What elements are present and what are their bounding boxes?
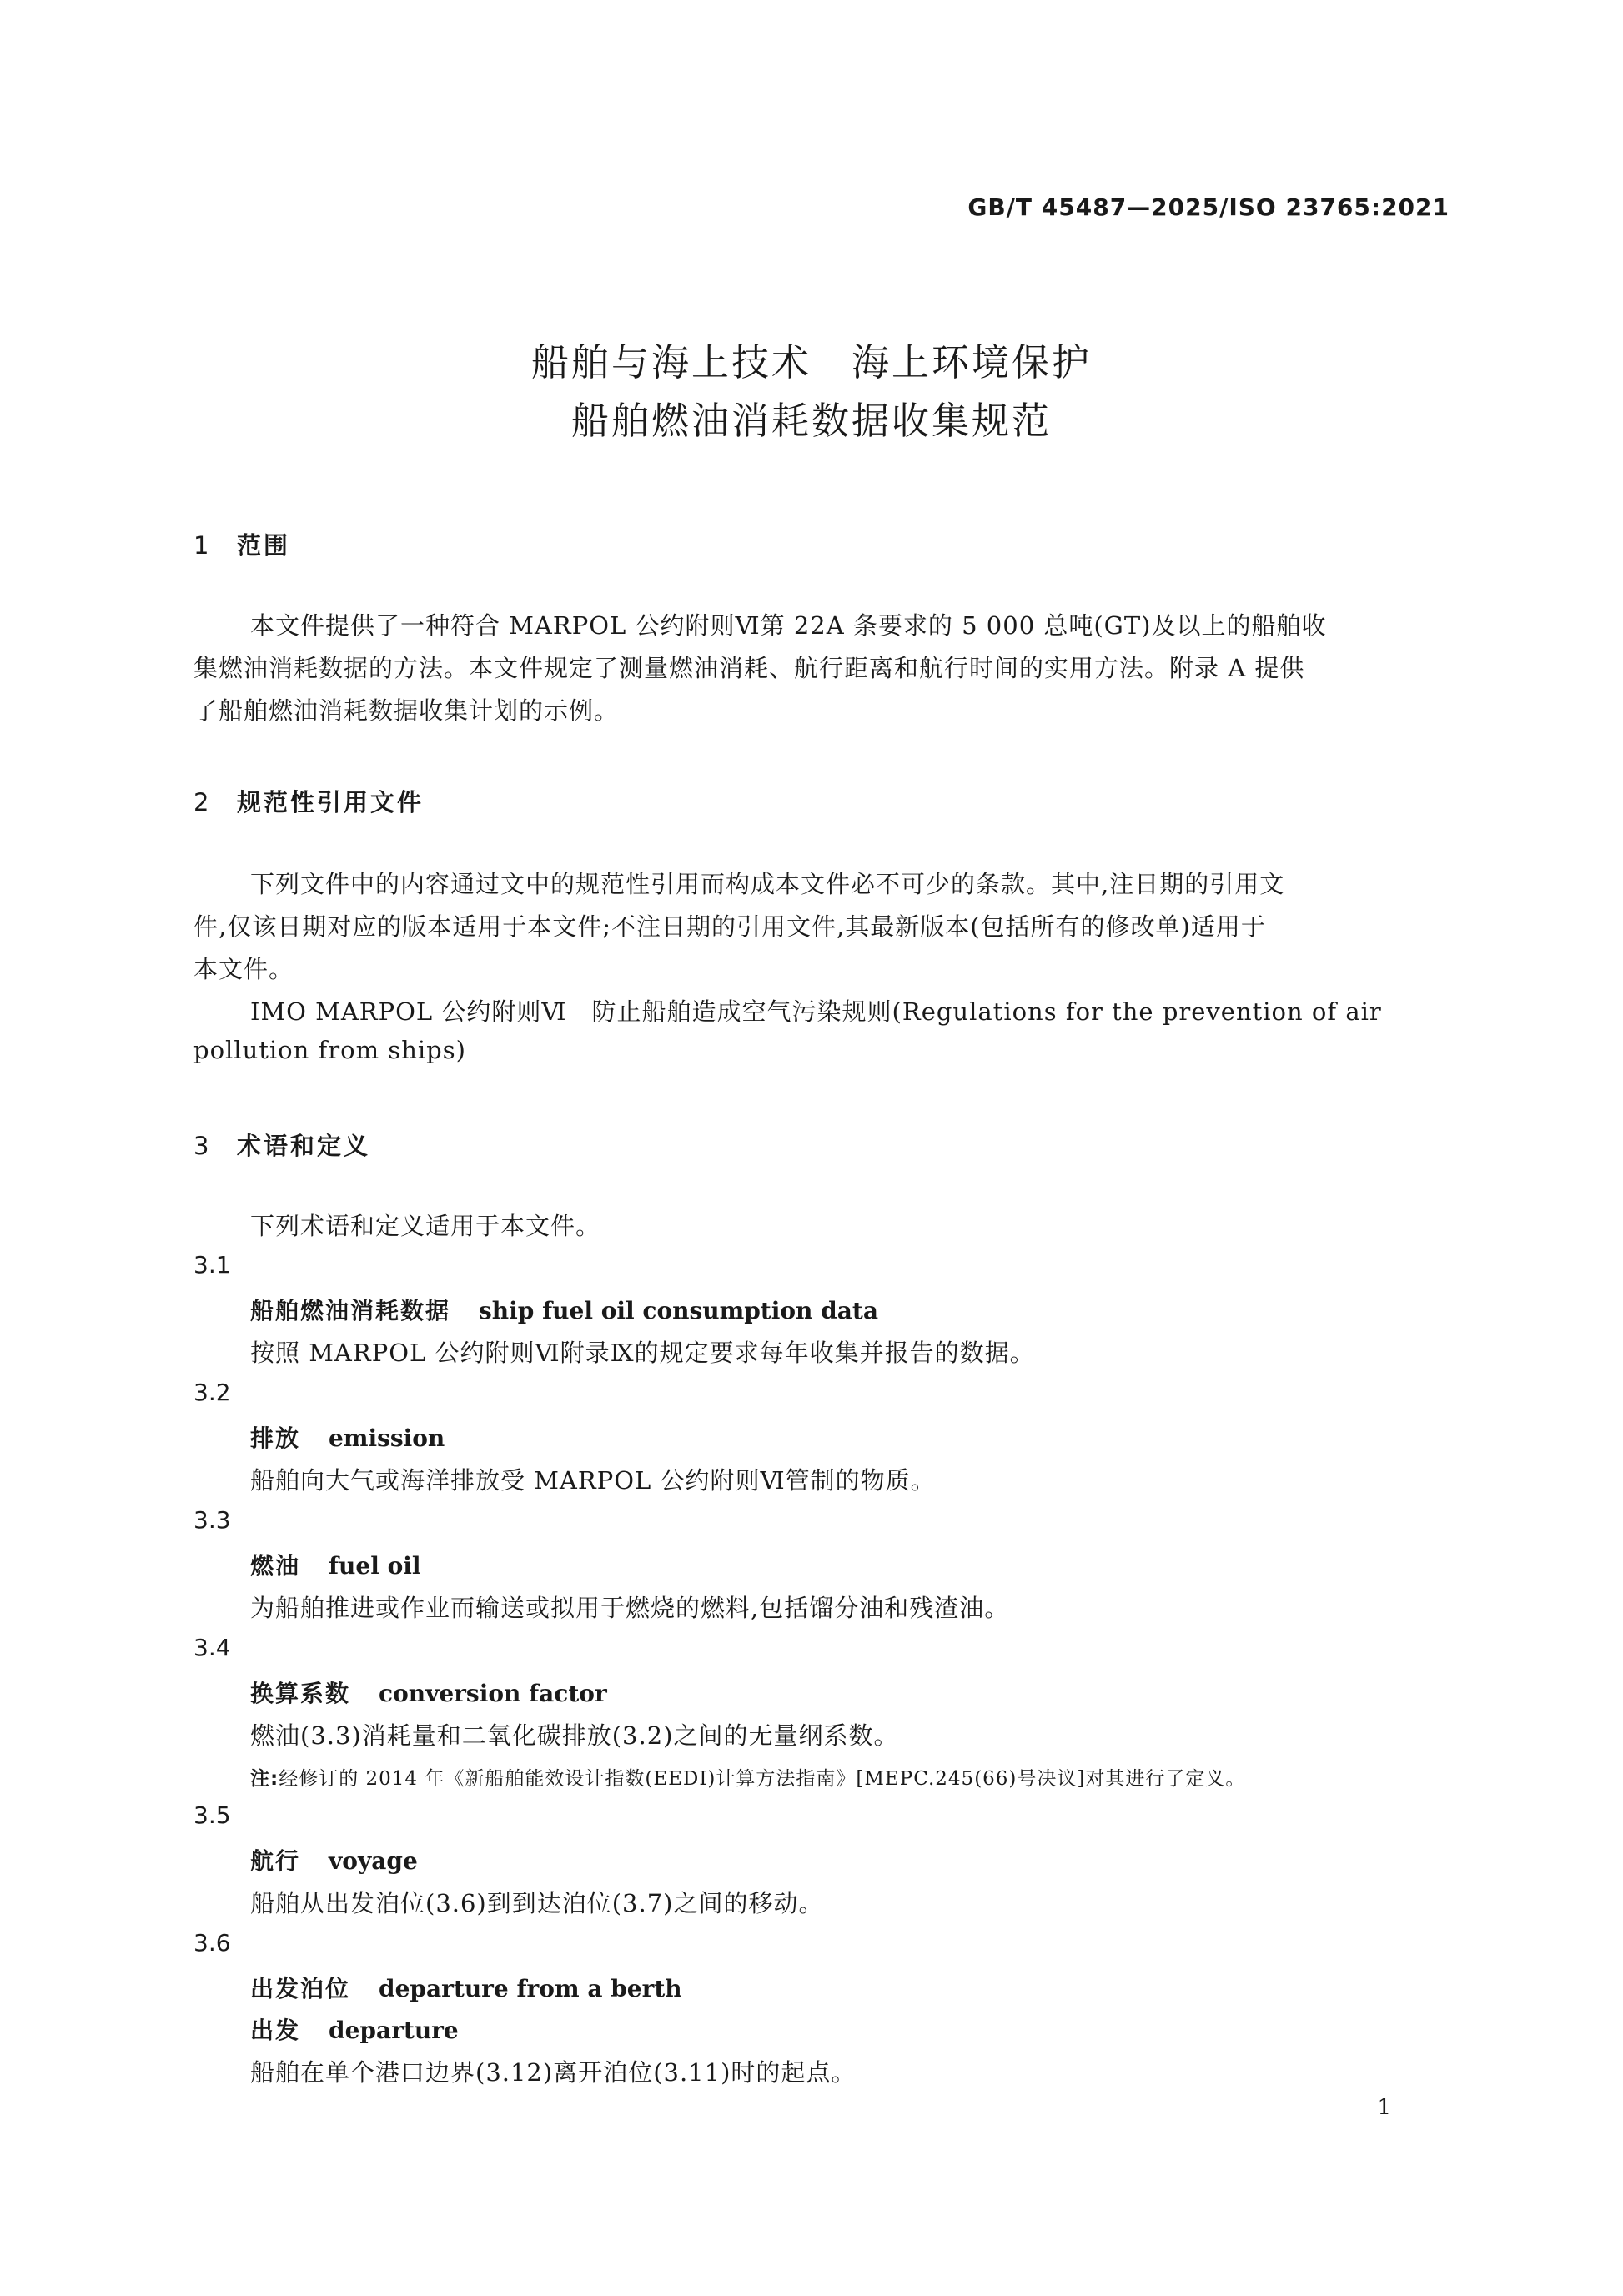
term-heading [250,1548,421,1581]
section-title: 规范性引用文件 [237,788,425,816]
scope-paragraph-line: 了船舶燃油消耗数据收集计划的示例。 [193,696,620,725]
section-title: 术语和定义 [237,1132,371,1160]
section-2-heading [193,784,424,818]
term-definition: 按照 MARPOL 公约附则Ⅵ附录Ⅸ的规定要求每年收集并报告的数据。 [250,1339,1035,1367]
term-zh: 排放 [250,1424,301,1452]
section-title: 范围 [237,531,291,560]
term-heading [250,1971,682,2004]
term-heading [250,1293,878,1326]
document-title-line-2: 船舶燃油消耗数据收集规范 [570,399,1052,443]
term-en: conversion factor [379,1680,607,1707]
references-paragraph-line: 下列文件中的内容通过文中的规范性引用而构成本文件必不可少的条款。其中,注日期的引用文 [250,870,1285,898]
term-zh: 船舶燃油消耗数据 [250,1297,451,1324]
term-number: 3.3 [193,1506,231,1534]
term-en: emission [329,1424,445,1452]
references-paragraph-line: 件,仅该日期对应的版本适用于本文件;不注日期的引用文件,其最新版本(包括所有的修改单)适用于 [193,912,1266,941]
section-1-heading [193,527,290,561]
term-definition: 燃油(3.3)消耗量和二氧化碳排放(3.2)之间的无量纲系数。 [250,1721,899,1750]
term-en-alternative: departure [329,2017,459,2044]
term-number: 3.4 [193,1634,231,1661]
term-heading [250,1843,418,1876]
standard-code: GB/T 45487—2025/ISO 23765:2021 [967,193,1450,221]
note-label: 注: [250,1768,279,1790]
term-en: ship fuel oil consumption data [479,1297,878,1324]
section-number: 2 [193,788,209,816]
term-definition: 船舶向大气或海洋排放受 MARPOL 公约附则Ⅵ管制的物质。 [250,1466,936,1495]
term-en: voyage [329,1847,418,1875]
term-zh-alternative: 出发 [250,2017,301,2044]
term-heading [250,1676,607,1709]
scope-paragraph-line: 集燃油消耗数据的方法。本文件规定了测量燃油消耗、航行距离和航行时间的实用方法。附录 A 提供 [193,654,1305,682]
section-3-heading [193,1128,370,1162]
terms-intro: 下列术语和定义适用于本文件。 [250,1212,601,1240]
references-paragraph-line: 本文件。 [193,955,294,983]
term-number: 3.1 [193,1251,231,1279]
term-en: fuel oil [329,1552,421,1580]
section-number: 1 [193,531,209,560]
page-number: 1 [1377,2095,1391,2120]
term-zh: 换算系数 [250,1680,351,1707]
term-number: 3.2 [193,1379,231,1406]
term-number: 3.5 [193,1801,231,1829]
term-definition: 为船舶推进或作业而输送或拟用于燃烧的燃料,包括馏分油和残渣油。 [250,1594,1010,1622]
term-zh: 航行 [250,1847,301,1875]
term-zh: 出发泊位 [250,1975,351,2002]
section-number: 3 [193,1132,209,1160]
note-text: 经修订的 2014 年《新船舶能效设计指数(EEDI)计算方法指南》[MEPC.245(66)号决议]对其进行了定义。 [279,1768,1246,1790]
term-definition: 船舶从出发泊位(3.6)到到达泊位(3.7)之间的移动。 [250,1889,824,1917]
term-zh: 燃油 [250,1552,301,1580]
scope-paragraph-line: 本文件提供了一种符合 MARPOL 公约附则Ⅵ第 22A 条要求的 5 000 总吨(GT)及以上的船舶收 [250,611,1327,640]
term-definition: 船舶在单个港口边界(3.12)离开泊位(3.11)时的起点。 [250,2058,857,2087]
term-en: departure from a berth [379,1975,682,2002]
term-number: 3.6 [193,1929,231,1957]
term-note [250,1763,1245,1791]
reference-entry-line: pollution from ships) [193,1036,466,1064]
document-title-line-1: 船舶与海上技术 海上环境保护 [530,340,1092,384]
reference-entry-line: IMO MARPOL 公约附则Ⅵ 防止船舶造成空气污染规则(Regulations for the prevention of air [250,997,1382,1026]
term-alternative-heading [250,2012,459,2046]
term-heading [250,1420,445,1454]
